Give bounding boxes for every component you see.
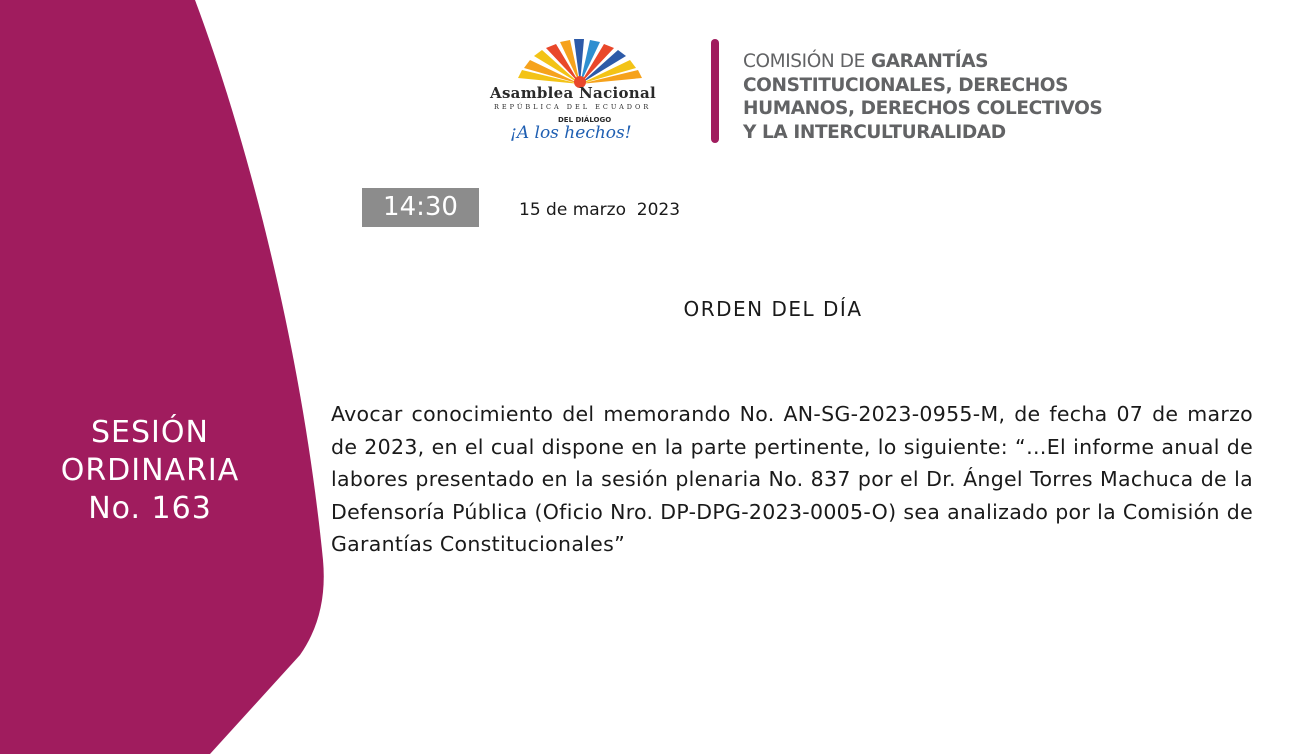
commission-line-1: GARANTÍAS [870, 51, 989, 72]
commission-title [743, 50, 1102, 144]
agenda-text: Avocar conocimiento del memorando No. AN-SG-2023-0955-M, de fecha 07 de marzo de 2023, en el cual dispone en la parte pertinente, lo siguiente: “…El informe anual de labores presentado en la sesión plenaria No. 837 por el Dr. Ángel Torres Machuca de la Defensoría Pública (Oficio Nro. DP-DPG-2023-0005-O) sea analizado por la Comisión de Garantías Constitucionales” [331, 402, 1253, 556]
session-date: 15 de marzo 2023 [519, 200, 681, 220]
session-line-3: No. 163 [88, 491, 212, 526]
session-label [30, 414, 270, 528]
side-banner-shape [0, 0, 330, 754]
time-badge: 14:30 [362, 188, 479, 227]
commission-prefix: COMISIÓN DE [743, 51, 865, 72]
commission-line-4: Y LA INTERCULTURALIDAD [743, 121, 1006, 143]
commission-line-3: HUMANOS, DERECHOS COLECTIVOS [743, 98, 1103, 119]
brand-tagline: ¡A los hechos! [510, 123, 632, 143]
header-divider [711, 39, 719, 143]
agenda-title: ORDEN DEL DÍA [683, 297, 863, 321]
brand-tagline-small: DEL DIÁLOGO [558, 116, 612, 124]
brand-name: Asamblea Nacional [490, 84, 657, 102]
asamblea-logo [484, 38, 674, 150]
commission-line-2: CONSTITUCIONALES, DERECHOS [743, 74, 1069, 96]
sun-emblem-icon [484, 38, 674, 88]
session-line-1: SESIÓN [91, 415, 209, 450]
brand-subtitle: REPÚBLICA DEL ECUADOR [494, 103, 652, 111]
session-line-2: ORDINARIA [60, 453, 240, 488]
